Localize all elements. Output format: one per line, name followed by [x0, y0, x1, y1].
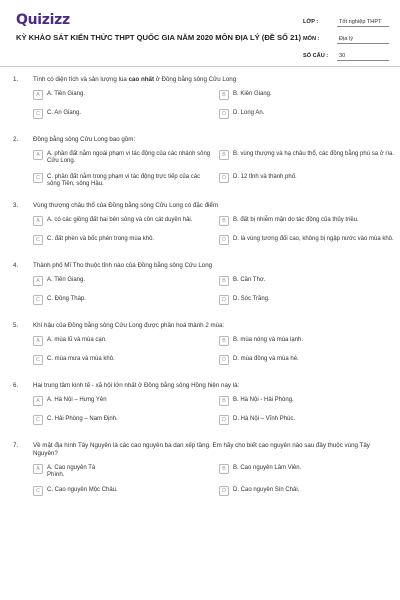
option-grid: [33, 150, 400, 189]
question-text: Đồng bằng sông Cửu Long bao gồm:: [33, 136, 136, 143]
option-a[interactable]: [33, 150, 219, 166]
option-text: B. Cần Thơ.: [233, 276, 266, 283]
option-text: D. Long An.: [233, 110, 265, 116]
option-letter-box: A: [33, 150, 43, 160]
option-letter-box: C: [33, 173, 43, 183]
question-text: Thành phố Mĩ Tho thuộc tỉnh nào của Đồng bằng sông Cửu Long: [33, 261, 213, 269]
option-d[interactable]: [219, 173, 400, 189]
option-d[interactable]: [219, 355, 400, 367]
option-letter-box: C: [33, 355, 43, 365]
option-letter-box: C: [33, 109, 43, 119]
option-text: D. Sóc Trăng.: [233, 295, 270, 302]
option-text: C. Đồng Tháp.: [47, 295, 86, 302]
option-text: B. mùa nóng và mùa lạnh.: [233, 336, 304, 343]
option-letter-box: A: [33, 396, 43, 406]
option-text: C. Cao nguyên Mộc Châu.: [47, 487, 118, 494]
option-b[interactable]: [219, 216, 400, 228]
option-letter-box: A: [33, 464, 43, 474]
option-text: C. mùa mưa và mùa khô.: [47, 355, 115, 362]
question-text: Về mặt địa hình Tây Nguyên là các cao nguyên ba dan xếp tầng. Em hãy cho biết cao nguyên nào sau đây thuộc vùng Tây Nguyên?: [33, 441, 370, 457]
option-b[interactable]: [219, 336, 400, 348]
option-grid: [33, 276, 400, 307]
option-text: C. phần đất nằm trong phạm vi tác động trực tiếp của các sông Tiền, sông Hậu.: [47, 173, 201, 188]
meta-subject-label: MÔN :: [303, 35, 320, 42]
option-c[interactable]: [33, 295, 219, 307]
option-d[interactable]: [219, 295, 400, 307]
option-letter-box: B: [219, 90, 229, 100]
option-text: D. 12 tỉnh và thành phố.: [233, 173, 297, 180]
option-letter-box: B: [219, 336, 229, 346]
option-letter-box: C: [33, 415, 43, 425]
option-a[interactable]: [33, 336, 219, 348]
option-grid: [33, 336, 400, 367]
option-letter-box: C: [33, 235, 43, 245]
option-d[interactable]: [219, 109, 400, 121]
option-c[interactable]: [33, 235, 219, 247]
meta-count-row: [303, 47, 389, 64]
question-text: Vùng thượng châu thổ của Đồng bằng sông Cửu Long có đặc điểm: [33, 201, 219, 209]
meta-class-value: Tốt nghiệp THPT: [337, 17, 389, 27]
option-c[interactable]: [33, 486, 219, 498]
header-divider: [0, 66, 400, 67]
question-item: [0, 202, 400, 247]
meta-subject-row: [303, 30, 389, 47]
option-b[interactable]: [219, 90, 400, 102]
option-text: C. đất phèn và bốc phèn trong mùa khô.: [47, 235, 155, 242]
meta-subject-value: Địa lý: [337, 34, 389, 44]
option-text: B. Kiên Giang.: [233, 91, 272, 97]
option-d[interactable]: [219, 486, 400, 498]
option-text: B. đất bị nhiễm mặn do tác động của thủy triều.: [233, 216, 359, 223]
option-text: D. mùa đông và mùa hè.: [233, 355, 299, 362]
question-item: [0, 442, 400, 499]
option-letter-box: A: [33, 276, 43, 286]
option-letter-box: B: [219, 276, 229, 286]
question-text: Tính có diện tích và sản lượng lúa cao nhất ở Đồng bằng sông Cửu Long: [33, 76, 237, 83]
option-d[interactable]: [219, 415, 400, 427]
option-grid: [33, 90, 400, 121]
option-letter-box: C: [33, 295, 43, 305]
option-letter-box: B: [219, 464, 229, 474]
option-b[interactable]: [219, 276, 400, 288]
option-letter-box: B: [219, 396, 229, 406]
option-letter-box: D: [219, 486, 229, 496]
option-text: D. Hà Nội – Vĩnh Phúc.: [233, 415, 296, 422]
option-text: A. có các giồng đất hai bên sông và cồn cát duyên hải.: [47, 216, 193, 223]
option-d[interactable]: [219, 235, 400, 247]
option-text: B. vùng thượng và hạ châu thổ, các đồng bằng phù sa ở rìa.: [233, 151, 394, 157]
option-text: A. mùa lũ và mùa cạn.: [47, 336, 107, 343]
option-text: A. Cao nguyên Tà Phình.: [47, 464, 96, 479]
option-text: B. Cao nguyên Lâm Viên.: [233, 464, 302, 471]
option-letter-box: D: [219, 173, 229, 183]
option-text: D. Cao nguyên Sín Chải.: [233, 487, 300, 494]
meta-count-label: SỐ CÂU :: [303, 52, 329, 59]
option-text: A. phần đất nằm ngoài phạm vi tác động của các nhánh sông Cửu Long.: [47, 151, 211, 165]
worksheet-meta: [303, 13, 389, 64]
question-number: 6.: [13, 381, 19, 389]
option-b[interactable]: [219, 396, 400, 408]
option-letter-box: D: [219, 415, 229, 425]
option-letter-box: A: [33, 90, 43, 100]
option-a[interactable]: [33, 276, 219, 288]
option-b[interactable]: [219, 150, 400, 166]
option-letter-box: D: [219, 109, 229, 119]
question-item: [0, 262, 400, 307]
option-letter-box: C: [33, 486, 43, 496]
question-number: 4.: [13, 261, 19, 269]
option-text: B. Hà Nội - Hải Phòng.: [233, 396, 294, 403]
option-letter-box: D: [219, 355, 229, 365]
option-c[interactable]: [33, 415, 219, 427]
question-text: Khí hậu của Đồng bằng sông Cửu Long được phân hoá thành 2 mùa:: [33, 321, 225, 329]
question-text: Hai trung tâm kinh tế - xã hội lớn nhất ở Đồng bằng sông Hồng hiện nay là:: [33, 381, 240, 389]
meta-class-label: LỚP :: [303, 18, 319, 25]
question-item: [0, 382, 400, 427]
question-number: 2.: [13, 136, 19, 143]
option-letter-box: D: [219, 295, 229, 305]
option-letter-box: D: [219, 235, 229, 245]
meta-class-row: [303, 13, 389, 30]
question-item: [0, 76, 400, 121]
option-letter-box: B: [219, 216, 229, 226]
option-b[interactable]: [219, 464, 400, 480]
question-number: 3.: [13, 201, 19, 209]
option-letter-box: A: [33, 336, 43, 346]
option-a[interactable]: [33, 396, 219, 408]
option-text: A. Tiền Giang.: [47, 91, 86, 97]
question-item: [0, 322, 400, 367]
option-text: C. An Giang.: [47, 110, 82, 116]
worksheet-title: KỲ KHẢO SÁT KIẾN THỨC THPT QUỐC GIA NĂM 2020 MÔN ĐỊA LÝ (ĐỀ SỐ 21): [16, 33, 302, 42]
option-grid: [33, 464, 400, 499]
option-c[interactable]: [33, 109, 219, 121]
option-a[interactable]: [33, 90, 219, 102]
question-number: 1.: [13, 76, 19, 83]
option-grid: [33, 396, 400, 427]
option-letter-box: A: [33, 216, 43, 226]
option-text: A. Tiền Giang.: [47, 276, 86, 283]
option-a[interactable]: [33, 216, 219, 228]
option-text: A. Hà Nội – Hưng Yên: [47, 396, 107, 403]
question-list: [0, 76, 400, 498]
option-c[interactable]: [33, 355, 219, 367]
question-number: 7.: [13, 441, 19, 449]
option-grid: [33, 216, 400, 247]
option-text: C. Hải Phòng – Nam Định.: [47, 415, 118, 422]
option-a[interactable]: [33, 464, 219, 480]
option-c[interactable]: [33, 173, 219, 189]
meta-count-value: 30: [337, 51, 389, 61]
quizizz-logo: Quizizz: [16, 12, 70, 28]
option-text: D. là vùng tương đối cao, không bị ngập nước vào mùa khô.: [233, 235, 394, 242]
question-number: 5.: [13, 321, 19, 329]
worksheet-header: [0, 0, 400, 64]
option-letter-box: B: [219, 150, 229, 160]
question-item: [0, 136, 400, 189]
